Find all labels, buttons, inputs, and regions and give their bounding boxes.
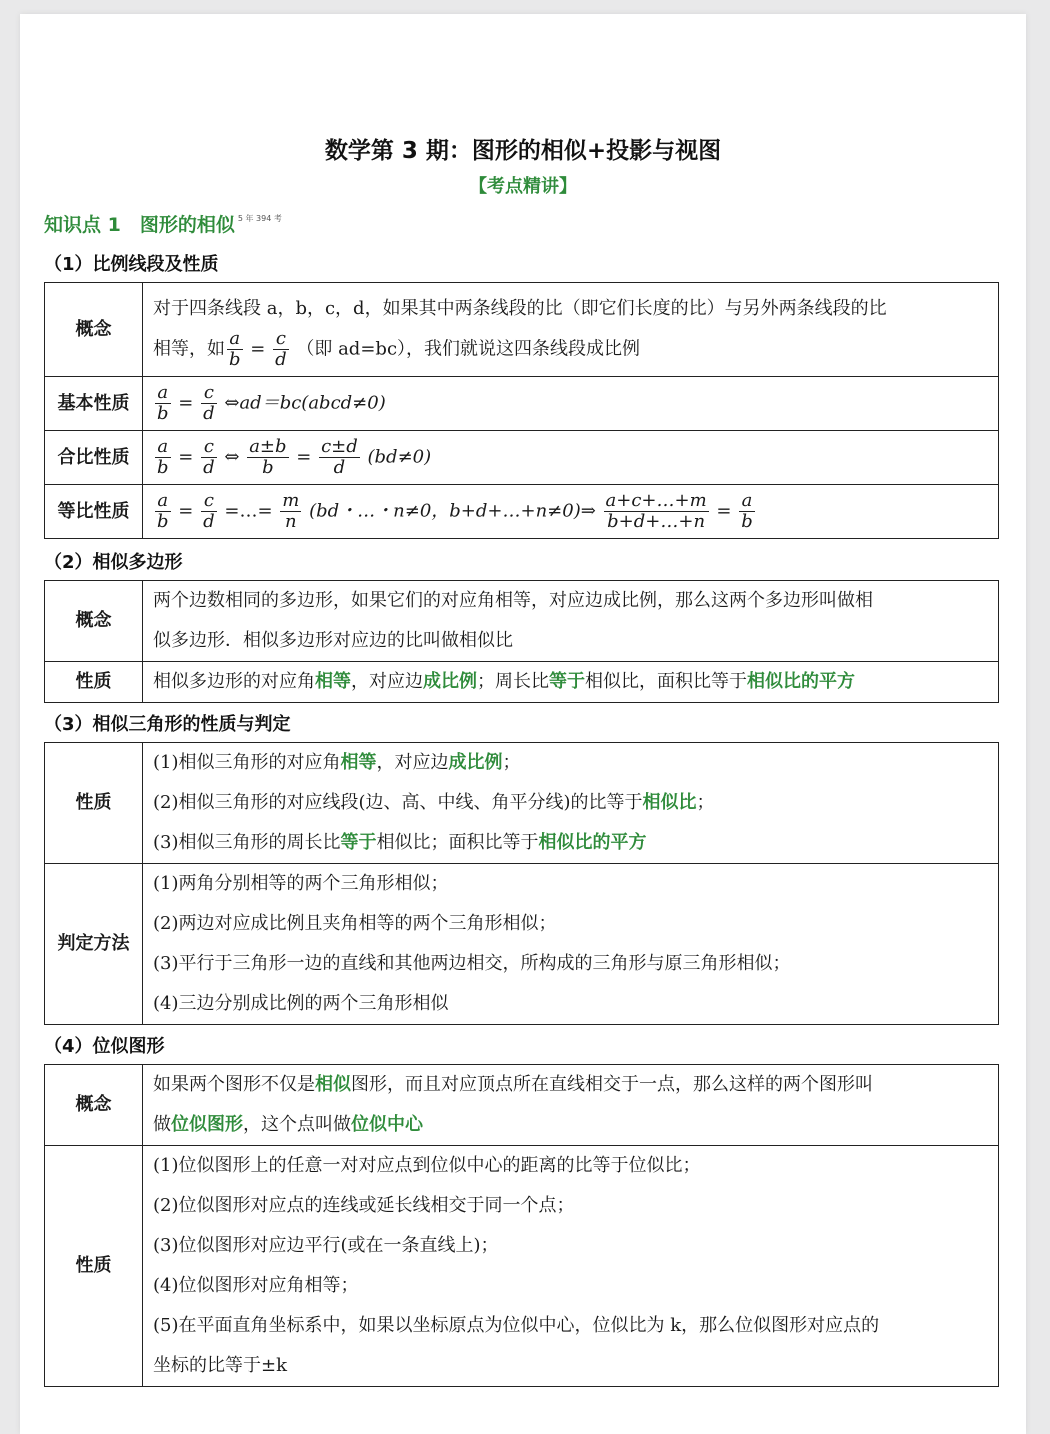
denominator: d: [203, 511, 215, 532]
denominator: b: [157, 403, 169, 424]
denominator: d: [333, 457, 346, 478]
section-3-table: [44, 742, 999, 1025]
property-line: [153, 823, 988, 863]
section-2-heading: （2）相似多边形: [44, 552, 183, 573]
row-content: [143, 283, 999, 377]
numerator: c±d: [321, 436, 358, 458]
property-line: [153, 743, 988, 783]
row-content: [143, 431, 999, 485]
section-1-table: [44, 282, 999, 539]
denominator: b+d+…+n: [607, 511, 706, 532]
fraction: [201, 383, 217, 424]
fraction: [319, 437, 360, 478]
judge-line: (1)两角分别相等的两个三角形相似；: [153, 873, 449, 894]
table-row: [45, 485, 999, 539]
row-label: 基本性质: [45, 377, 143, 431]
numerator: a: [155, 491, 171, 512]
fraction: [280, 491, 301, 532]
text: ，对应边: [376, 752, 449, 773]
property-line: (1)位似图形上的任意一对对应点到位似中心的距离的比等于位似比；: [153, 1155, 701, 1176]
highlight: 相等: [315, 671, 351, 692]
text: (3)相似三角形的周长比: [153, 832, 341, 853]
table-row: [45, 581, 999, 662]
concept-line-2: [153, 329, 988, 370]
numerator: m: [282, 490, 300, 512]
denominator: b: [229, 349, 241, 370]
table-row: [45, 1146, 999, 1387]
row-label: 等比性质: [45, 485, 143, 539]
denominator: d: [203, 403, 215, 424]
fraction: [739, 491, 755, 532]
equals-sign: =: [250, 338, 266, 360]
highlight: 位似图形: [171, 1114, 243, 1135]
fraction: [604, 491, 709, 532]
denominator: b: [741, 511, 753, 532]
document-page: [20, 14, 1026, 1434]
knowledge-point-heading: [44, 210, 282, 237]
row-label: 概念: [45, 1065, 143, 1146]
knowledge-point-label: 知识点 1 图形的相似: [44, 214, 235, 236]
table-row: [45, 1065, 999, 1146]
text: (1)相似三角形的对应角: [153, 752, 341, 773]
text: 图形，而且对应顶点所在直线相交于一点，那么这样的两个图形叫: [351, 1074, 873, 1095]
numerator: a: [227, 329, 243, 350]
highlight: 成比例: [448, 752, 503, 773]
knowledge-point-note: 5 年 394 考: [237, 214, 282, 223]
page-subtitle: 【考点精讲】: [469, 176, 577, 197]
numerator: a±b: [249, 436, 287, 458]
concept-line-2: [153, 1105, 988, 1145]
row-content: [143, 485, 999, 539]
text: 如果两个图形不仅是: [153, 1074, 315, 1095]
numerator: a: [155, 383, 171, 404]
table-row: [45, 743, 999, 864]
fraction: [155, 437, 171, 478]
concept-line-2: 似多边形．相似多边形对应边的比叫做相似比: [153, 630, 513, 651]
row-content: [143, 1146, 999, 1387]
row-label: 概念: [45, 581, 143, 662]
highlight: 相似: [315, 1074, 351, 1095]
equals-sign: =: [296, 446, 312, 468]
row-content: [143, 377, 999, 431]
text: ；: [696, 792, 715, 813]
section-4-table: [44, 1064, 999, 1387]
page-title: 数学第 3 期：图形的相似+投影与视图: [324, 138, 722, 164]
denominator: d: [275, 349, 287, 370]
table-row: [45, 377, 999, 431]
numerator: c: [201, 491, 217, 512]
property-line: (3)位似图形对应边平行(或在一条直线上)；: [153, 1235, 499, 1256]
formula-text: ⇔ad＝bc(abcd≠0): [224, 392, 386, 414]
concept-line-1: 对于四条线段 a，b，c，d，如果其中两条线段的比（即它们长度的比）与另外两条线段的比: [153, 298, 887, 320]
numerator: c: [273, 329, 289, 350]
row-content: [143, 581, 999, 662]
equals-sign: =: [716, 500, 732, 522]
text: 相等，如: [153, 338, 225, 360]
iff-sign: ⇔: [224, 446, 240, 468]
highlight: 相等: [340, 752, 377, 773]
table-row: [45, 662, 999, 703]
fraction: [201, 437, 217, 478]
section-3-heading: （3）相似三角形的性质与判定: [44, 714, 291, 735]
highlight: 成比例: [423, 671, 477, 692]
highlight: 相似比: [642, 792, 697, 813]
highlight: 等于: [340, 832, 377, 853]
denominator: d: [203, 457, 215, 478]
text: 相似多边形的对应角: [153, 671, 315, 692]
row-label: 性质: [45, 743, 143, 864]
concept-line-1: 两个边数相同的多边形，如果它们的对应角相等，对应边成比例，那么这两个多边形叫做相: [153, 590, 873, 611]
fraction: [247, 437, 288, 478]
property-line: (2)位似图形对应点的连线或延长线相交于同一个点；: [153, 1195, 575, 1216]
text: 做: [153, 1114, 171, 1135]
concept-line-1: [153, 1065, 988, 1105]
row-label: 概念: [45, 283, 143, 377]
numerator: c: [201, 383, 217, 404]
text: ，对应边: [351, 671, 423, 692]
numerator: c: [201, 437, 217, 458]
text: (2)相似三角形的对应线段(边、高、中线、角平分线)的比等于: [153, 792, 643, 813]
judge-line: (4)三边分别成比例的两个三角形相似: [153, 993, 449, 1014]
fraction: [155, 491, 171, 532]
text: ，这个点叫做: [243, 1114, 351, 1135]
text: ；: [502, 752, 521, 773]
equals-sign: =: [178, 446, 194, 468]
highlight: 相似比的平方: [747, 671, 855, 692]
highlight: 相似比的平方: [538, 832, 647, 853]
row-content: [143, 1065, 999, 1146]
judge-line: (3)平行于三角形一边的直线和其他两边相交，所构成的三角形与原三角形相似；: [153, 953, 791, 974]
judge-line: (2)两边对应成比例且夹角相等的两个三角形相似；: [153, 913, 557, 934]
table-row: [45, 864, 999, 1025]
fraction: [227, 329, 243, 370]
text: （即 ad=bc），我们就说这四条线段成比例: [296, 338, 641, 360]
section-2-table: [44, 580, 999, 703]
text: ；周长比: [477, 671, 549, 692]
fraction: [273, 329, 289, 370]
numerator: a+c+…+m: [605, 490, 707, 512]
equals-sign: =: [178, 500, 194, 522]
fraction: [201, 491, 217, 532]
equals-dots: =…=: [224, 500, 273, 522]
property-line: 坐标的比等于±k: [153, 1355, 287, 1376]
highlight: 等于: [549, 671, 585, 692]
fraction: [155, 383, 171, 424]
denominator: n: [285, 511, 297, 532]
property-line: [153, 783, 988, 823]
numerator: a: [155, 437, 171, 458]
row-content: [143, 743, 999, 864]
highlight: 位似中心: [351, 1114, 423, 1135]
numerator: a: [739, 491, 755, 512]
property-line: (5)在平面直角坐标系中，如果以坐标原点为位似中心，位似比为 k，那么位似图形对应点的: [153, 1315, 880, 1336]
section-4-heading: （4）位似图形: [44, 1036, 165, 1057]
denominator: b: [262, 457, 274, 478]
text: 相似比，面积比等于: [585, 671, 747, 692]
row-label: 性质: [45, 662, 143, 703]
denominator: b: [157, 511, 169, 532]
table-row: [45, 431, 999, 485]
row-content: [143, 864, 999, 1025]
property-line: (4)位似图形对应角相等；: [153, 1275, 359, 1296]
row-label: 判定方法: [45, 864, 143, 1025]
formula-text: (bd≠0): [367, 446, 432, 468]
equals-sign: =: [178, 392, 194, 414]
section-1-heading: （1）比例线段及性质: [44, 254, 219, 275]
formula-text: (bd・…・n≠0，b+d+…+n≠0)⇒: [309, 500, 596, 522]
row-label: 合比性质: [45, 431, 143, 485]
table-row: [45, 283, 999, 377]
row-content: [143, 662, 999, 703]
row-label: 性质: [45, 1146, 143, 1387]
text: 相似比；面积比等于: [376, 832, 539, 853]
denominator: b: [157, 457, 169, 478]
